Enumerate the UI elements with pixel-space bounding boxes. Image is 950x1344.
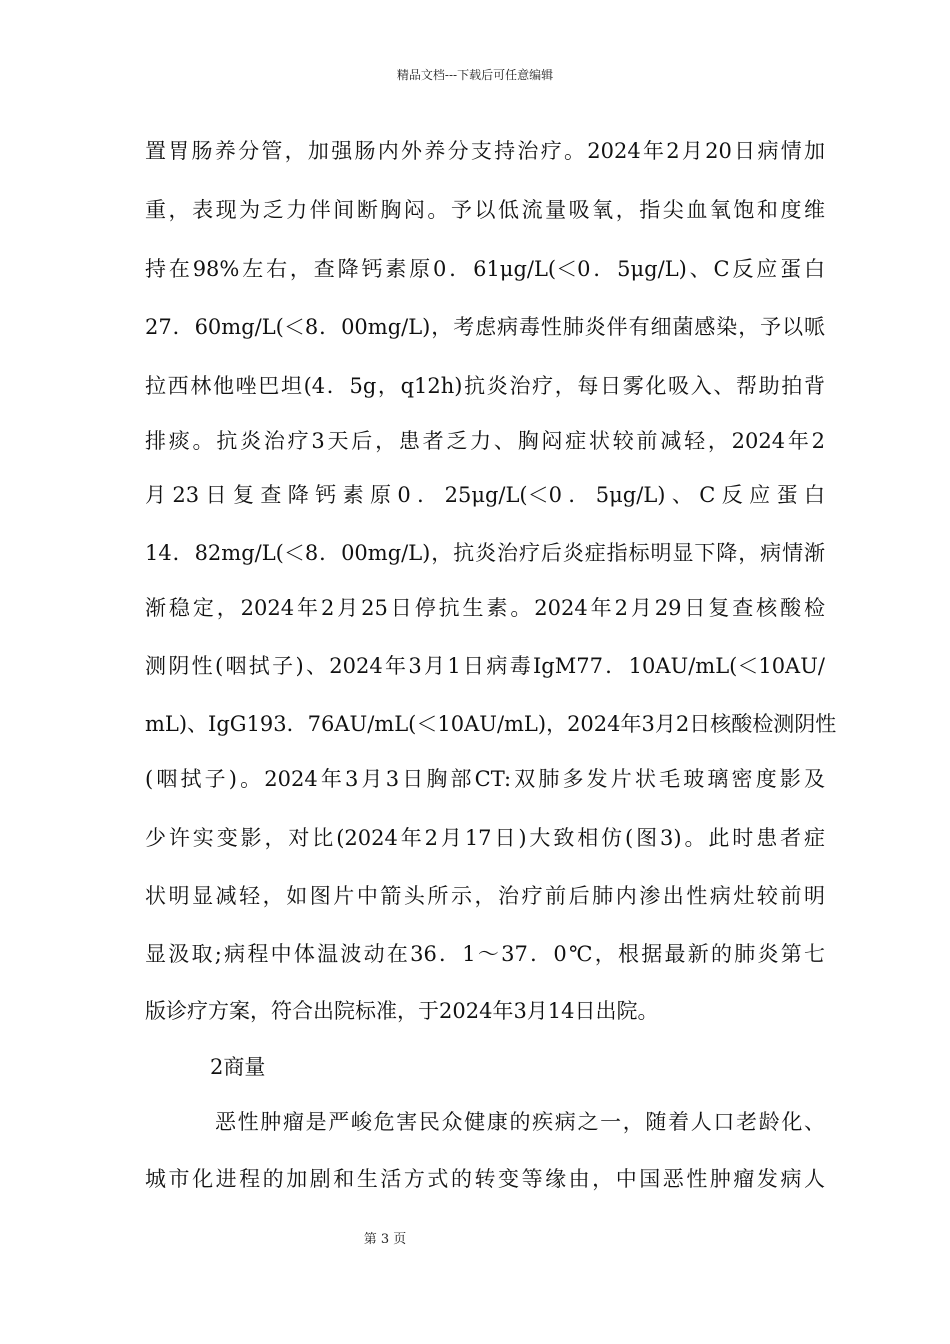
page-number: 第 3 页: [363, 1232, 407, 1247]
body-line: 重，表现为乏力伴间断胸闷。予以低流量吸氧，指尖血氧饱和度维: [145, 198, 825, 222]
body-line: 恶性肿瘤是严峻危害民众健康的疾病之一，随着人口老龄化、: [215, 1110, 825, 1134]
body-line: 14．82mg/L(＜8．00mg/L)，抗炎治疗后炎症指标明显下降，病情渐: [145, 541, 825, 565]
body-line: 版诊疗方案，符合出院标准，于2024年3月14日出院。: [145, 999, 659, 1023]
body-line: 月23日复查降钙素原0．25μg/L(＜0．5μg/L)、C反应蛋白: [145, 483, 825, 507]
body-line: 渐稳定，2024年2月25日停抗生素。2024年2月29日复查核酸检: [145, 596, 825, 620]
section-heading: 2商量: [210, 1055, 266, 1079]
body-line: (咽拭子)。2024年3月3日胸部CT:双肺多发片状毛玻璃密度影及: [145, 767, 825, 791]
body-line: 置胃肠养分管，加强肠内外养分支持治疗。2024年2月20日病情加: [145, 139, 825, 163]
body-line: 城市化进程的加剧和生活方式的转变等缘由，中国恶性肿瘤发病人: [145, 1167, 825, 1191]
body-line: 少许实变影，对比(2024年2月17日)大致相仿(图3)。此时患者症: [145, 826, 825, 850]
body-line: 排痰。抗炎治疗3天后，患者乏力、胸闷症状较前减轻，2024年2: [145, 429, 825, 453]
body-line: 显汲取;病程中体温波动在36．1～37．0℃，根据最新的肺炎第七: [145, 942, 825, 966]
body-line: 测阴性(咽拭子)、2024年3月1日病毒IgM77．10AU/mL(＜10AU/: [145, 654, 825, 678]
body-line: 拉西林他唑巴坦(4．5g，q12h)抗炎治疗，每日雾化吸入、帮助拍背: [145, 374, 825, 398]
body-line: 27．60mg/L(＜8．00mg/L)，考虑病毒性肺炎伴有细菌感染，予以哌: [145, 315, 825, 339]
body-line: 持在98%左右，查降钙素原0．61μg/L(＜0．5μg/L)、C反应蛋白: [145, 257, 825, 281]
body-line: 状明显减轻，如图片中箭头所示，治疗前后肺内渗出性病灶较前明: [145, 884, 825, 908]
page-header: 精品文档---下载后可任意编辑: [396, 68, 554, 82]
body-line: mL)、IgG193．76AU/mL(＜10AU/mL)，2024年3月2日核酸检测阴性: [145, 712, 837, 736]
